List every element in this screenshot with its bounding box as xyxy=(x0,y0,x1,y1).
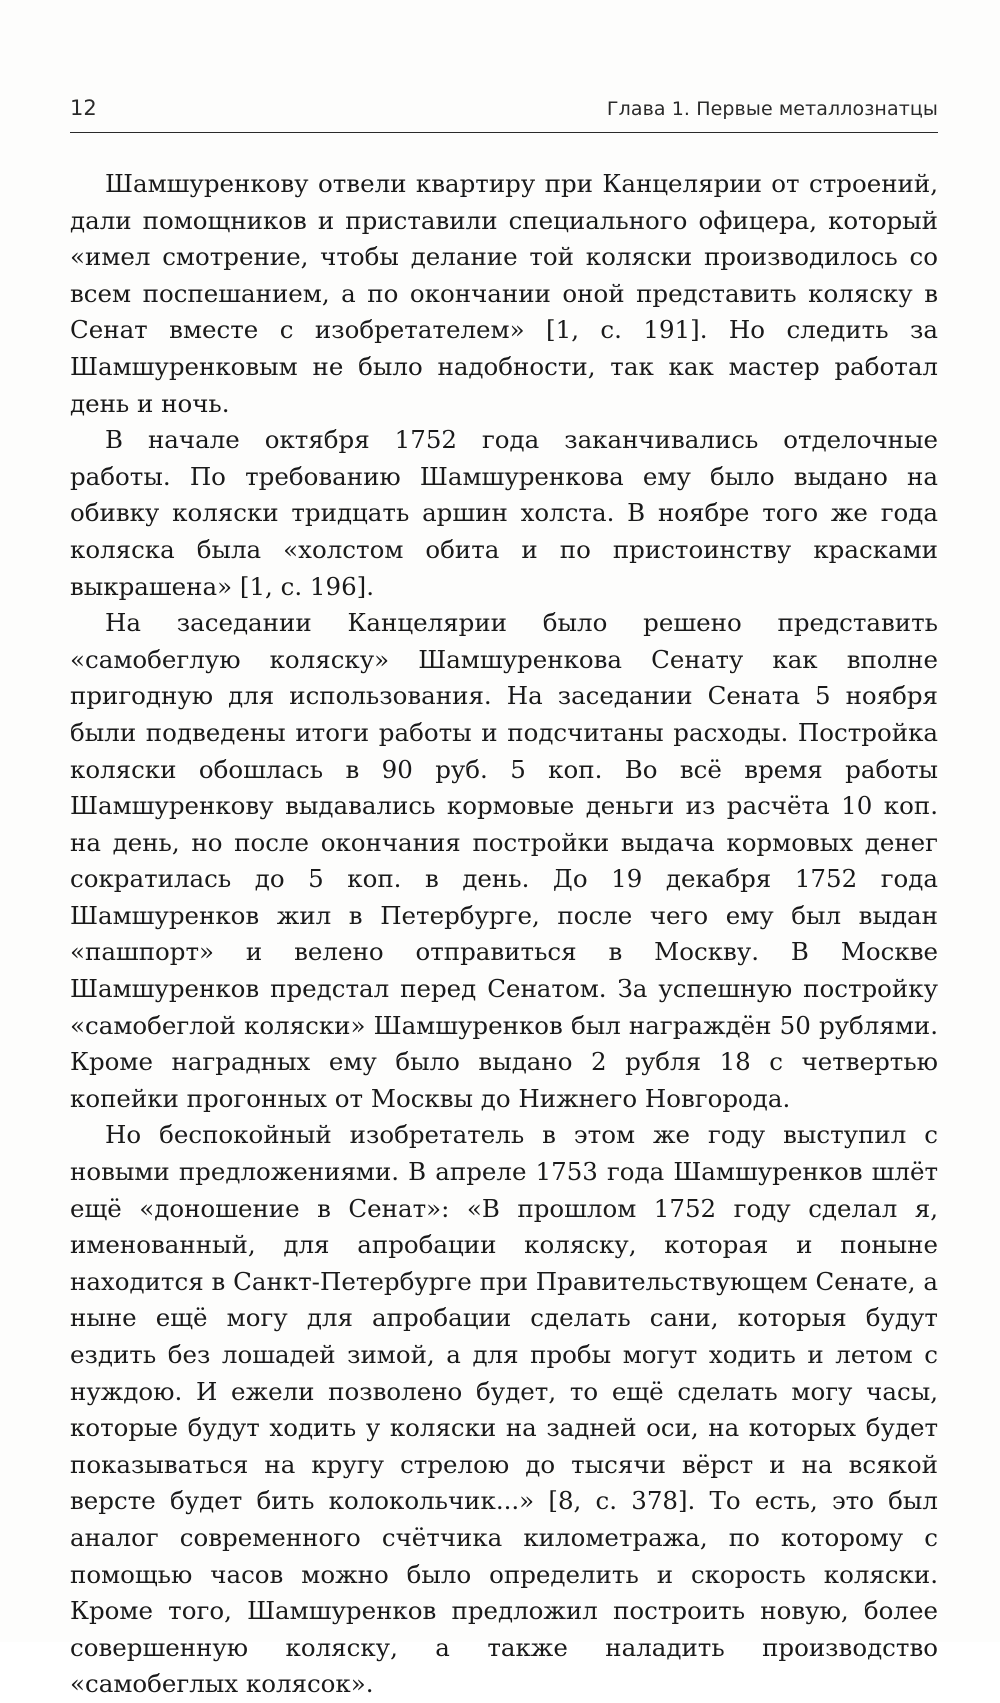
paragraph: В начале октября 1752 года заканчивались отделочные работы. По требованию Шамшуренкова ему было выдано на обивку коляски тридцать аршин холста. В ноябре того же года коляска была «холстом обита и по пристоинству красками выкрашена» [1, с. 196]. xyxy=(70,425,938,601)
paragraph: Шамшуренкову отвели квартиру при Канцелярии от строений, дали помощников и приставили специального офицера, который «имел смотрение, чтобы делание той коляски производилось со всем поспешанием, а по окончании оной представить коляску в Сенат вместе с изобретателем» [1, с. 191]. Но следить за Шамшуренковым не было надобности, так как мастер работал день и ночь. xyxy=(70,169,938,418)
page-number: 12 xyxy=(70,96,97,120)
chapter-title: Глава 1. Первые металлознатцы xyxy=(606,98,938,120)
body-text xyxy=(70,166,938,1703)
paragraph: На заседании Канцелярии было решено представить «самобеглую коляску» Шамшуренкова Сенату как вполне пригодную для использования. На заседании Сената 5 ноября были подведены итоги работы и подсчитаны расходы. Постройка коляски обошлась в 90 руб. 5 коп. Во всё время работы Шамшуренкову выдавались кормовые деньги из расчёта 10 коп. на день, но после окончания постройки выдача кормовых денег сократилась до 5 коп. в день. До 19 декабря 1752 года Шамшуренков жил в Петербурге, после чего ему был выдан «пашпорт» и велено отправиться в Москву. В Москве Шамшуренков предстал перед Сенатом. За успешную постройку «самобеглой коляски» Шамшуренков был награждён 50 рублями. Кроме наградных ему было выдано 2 рубля 18 с четвертью копейки прогонных от Москвы до Нижнего Новгорода. xyxy=(70,608,938,1113)
paragraph: Но беспокойный изобретатель в этом же году выступил с новыми предложениями. В апреле 1753 года Шамшуренков шлёт ещё «доношение в Сенат»: «В прошлом 1752 году сделал я, именованный, для апробации коляску, которая и поныне находится в Санкт-Петербурге при Правительствующем Сенате, а ныне ещё могу для апробации сделать сани, которыя будут ездить без лошадей зимой, а для пробы могут ходить и летом с нуждою. И ежели позволено будет, то ещё сделать могу часы, которые будут ходить у коляски на задней оси, на которых будет показываться на кругу стрелою до тысячи вёрст и на всякой версте будет бить колокольчик...» [8, с. 378]. То есть, это был аналог современного счётчика километража, по которому с помощью часов можно было определить и скорость коляски. Кроме того, Шамшуренков предложил построить новую, более совершенную коляску, а также наладить производство «самобеглых колясок». xyxy=(70,1120,938,1699)
running-head xyxy=(70,92,938,133)
